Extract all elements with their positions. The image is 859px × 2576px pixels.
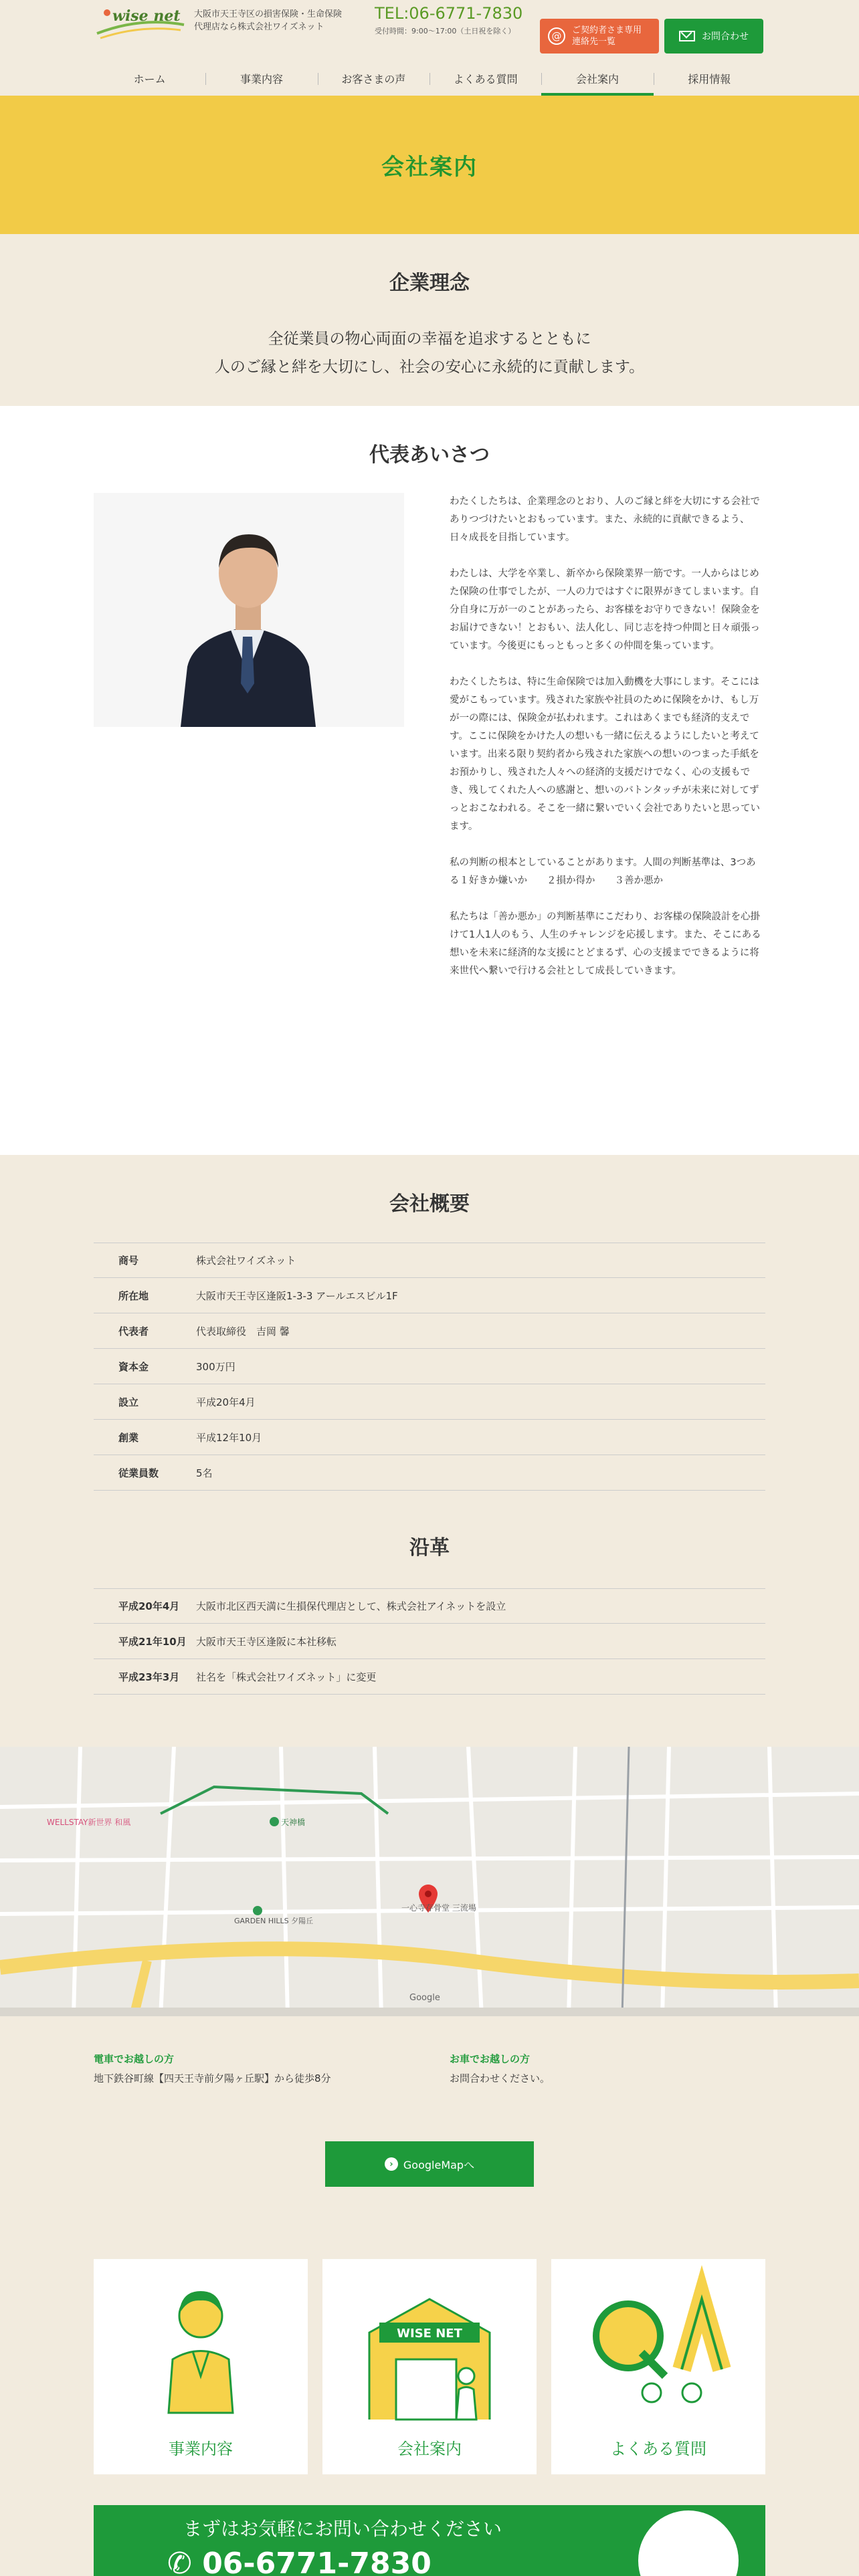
contract-button-label-2: 連絡先一覧 (572, 37, 616, 47)
table-value: 平成20年4月 (196, 1396, 256, 1408)
site-logo[interactable] (94, 3, 187, 40)
map-graphic (0, 1747, 859, 2016)
map-label: WELLSTAY新世界 和風 (47, 1818, 131, 1827)
access-train (94, 2052, 331, 2085)
table-key: 平成21年10月 (118, 1635, 187, 1648)
at-icon: @ (548, 27, 565, 45)
logo-text: wise net (112, 7, 181, 25)
table-row (94, 1659, 765, 1695)
greeting-paragraph: わたくしたちは、特に生命保険では加入動機を大事にします。そこには愛がこもっています。残された家族や社員のために保険をかけ、もし万が一の際には、保険金が払われます。これはあくまでも経済的支えです。ここに保険をかけた人の想いも一緒に伝えるようにしたいと考えています。出来る限り契約者から残された家族への想いのつまった手紙をお預かりし、残された人々への経済的支援だけでなく、心の支援もでき、残してくれた人への感謝と、想いのバトンタッチが未来に対してずっとおこなわれる。そこを一緒に繋いでいく会社でありたいと思っています。 (450, 677, 760, 832)
access-train-title: 電車でお越しの方 (94, 2053, 175, 2065)
map-label: 一心寺存骨堂 三流場 (401, 1903, 476, 1913)
table-key: 従業員数 (118, 1467, 159, 1479)
nav-faq[interactable]: よくある質問 (430, 62, 541, 96)
building-icon (322, 2259, 537, 2426)
tagline-line-2: 代理店なら株式会社ワイズネット (194, 22, 324, 32)
nav-voices[interactable]: お客さまの声 (318, 62, 430, 96)
google-map-button[interactable] (325, 2141, 534, 2187)
table-key: 所在地 (118, 1289, 149, 1302)
greeting-section (0, 406, 859, 1155)
table-row (94, 1624, 765, 1659)
table-value: 5名 (196, 1467, 213, 1479)
contract-button-label-1: ご契約者さま専用 (572, 25, 642, 35)
history-table (94, 1588, 765, 1695)
map-label: 天神橋 (281, 1818, 306, 1827)
header-tel[interactable]: TEL:06-6771-7830 (375, 4, 523, 23)
contact-band-tel-number: 06-6771-7830 (202, 2547, 432, 2576)
philosophy-line-1: 全従業員の物心両面の幸福を追求するとともに (268, 330, 591, 348)
table-value: 大阪市天王寺区逢阪1-3-3 アールエスビル1F (196, 1289, 398, 1302)
operator-avatar (638, 2510, 739, 2576)
header-hours: 受付時間：9:00〜17:00（土日祝を除く） (375, 27, 516, 35)
google-map-button-label: GoogleMapへ (403, 2158, 475, 2171)
google-map[interactable] (0, 1747, 859, 2016)
table-row (94, 1349, 765, 1384)
contact-button-label: お問合わせ (702, 31, 749, 42)
chevron-right-icon: › (385, 2157, 398, 2171)
president-photo (94, 493, 404, 727)
table-value: 大阪市北区西天満に生損保代理店として、株式会社アイネットを設立 (196, 1600, 506, 1612)
table-value: 300万円 (196, 1360, 235, 1373)
card-label: 事業内容 (169, 2440, 233, 2458)
greeting-title: 代表あいさつ (369, 443, 490, 467)
card-business[interactable] (94, 2259, 308, 2474)
card-label: よくある質問 (610, 2440, 706, 2458)
svg-text:WISE NET: WISE NET (397, 2327, 462, 2341)
contact-button[interactable] (664, 19, 763, 53)
contact-band-lead: まずはお気軽にお問い合わせください (183, 2518, 502, 2540)
table-key: 創業 (118, 1431, 139, 1444)
table-row (94, 1420, 765, 1455)
site-header (0, 0, 859, 96)
greeting-paragraph: 私たちは「善か悪か」の判断基準にこだわり、お客様の保険設計を心掛けて1人1人のもう、人生のチャレンジを応援します。また、そこにある想いを未来に経済的な支援にとどまるず、心の支援までできるように将来世代へ繋いで行ける会社として成長していきます。 (450, 911, 761, 976)
table-row (94, 1588, 765, 1624)
table-key: 平成23年3月 (118, 1671, 180, 1683)
table-value: 大阪市天王寺区逢阪に本社移転 (196, 1635, 337, 1648)
contract-button-label (572, 25, 642, 47)
greeting-text (450, 493, 765, 998)
map-label: GARDEN HILLS 夕陽丘 (234, 1917, 314, 1925)
table-key: 設立 (118, 1396, 139, 1408)
card-company[interactable] (322, 2259, 537, 2474)
nav-company[interactable]: 会社案内 (541, 62, 653, 96)
table-row (94, 1313, 765, 1349)
table-key: 商号 (118, 1255, 139, 1267)
access-car-text: お問合わせください。 (450, 2072, 551, 2084)
contact-band[interactable] (94, 2505, 765, 2576)
qa-icon (551, 2259, 765, 2426)
table-key: 平成20年4月 (118, 1600, 180, 1612)
mail-icon (679, 31, 695, 41)
table-value: 社名を「株式会社ワイズネット」に変更 (196, 1671, 377, 1683)
card-label: 会社案内 (397, 2440, 462, 2458)
greeting-paragraph: わたくしたちは、企業理念のとおり、人のご縁と絆を大切にする会社でありつづけたいとおもっています。また、永続的に貢献できるよう、日々成長を目指しています。 (450, 496, 760, 543)
table-row (94, 1384, 765, 1420)
greeting-paragraph: わたしは、大学を卒業し、新卒から保険業界一筋です。一人からはじめた保険の仕事でしたが、一人の力ではすぐに限界がきてしまいます。自分自身に万が一のことがあったら、お客様をお守りできない！保険金をお届けできない！とおもい、法人化し、同じ志を持つ仲間と日々頑張っています。今後更にもっともっと多くの仲間を集っています。 (450, 568, 760, 651)
page-hero (0, 96, 859, 234)
table-row (94, 1455, 765, 1491)
overview-title: 会社概要 (389, 1192, 470, 1216)
overview-table (94, 1243, 765, 1491)
table-row (94, 1243, 765, 1278)
philosophy-line-2: 人のご縁と絆を大切にし、社会の安心に永続的に貢献します。 (214, 358, 645, 376)
table-value: 平成12年10月 (196, 1431, 262, 1444)
table-row (94, 1278, 765, 1313)
contact-band-tel[interactable] (167, 2547, 432, 2576)
overview-section (0, 1155, 859, 1747)
access-car (450, 2052, 550, 2085)
global-nav (94, 62, 765, 96)
history-title: 沿革 (409, 1536, 450, 1560)
tagline-line-1: 大阪市天王寺区の損害保険・生命保険 (194, 9, 343, 19)
phone-icon: ✆ (167, 2547, 203, 2576)
google-watermark: Google (409, 1993, 440, 2003)
access-car-title: お車でお越しの方 (450, 2053, 531, 2065)
access-train-text: 地下鉄谷町線【四天王寺前夕陽ヶ丘駅】から徒歩8分 (94, 2072, 331, 2084)
nav-home[interactable]: ホーム (133, 73, 166, 86)
philosophy-title: 企業理念 (389, 272, 470, 295)
table-value: 株式会社ワイズネット (196, 1255, 296, 1267)
greeting-paragraph: 私の判断の根本としていることがあります。人間の判断基準は、3つある１好きか嫌いか ２損か得か ３善か悪か (450, 857, 756, 886)
page-title: 会社案内 (381, 154, 478, 181)
person-icon (94, 2259, 308, 2426)
card-faq[interactable] (551, 2259, 765, 2474)
table-key: 資本金 (118, 1360, 149, 1373)
table-value: 代表取締役 吉岡 馨 (196, 1325, 290, 1337)
table-key: 代表者 (118, 1325, 149, 1337)
nav-business[interactable]: 事業内容 (205, 62, 317, 96)
philosophy-section (0, 234, 859, 406)
contract-contacts-button[interactable] (540, 19, 659, 53)
nav-recruit[interactable]: 採用情報 (654, 62, 765, 96)
header-tagline (194, 8, 342, 33)
